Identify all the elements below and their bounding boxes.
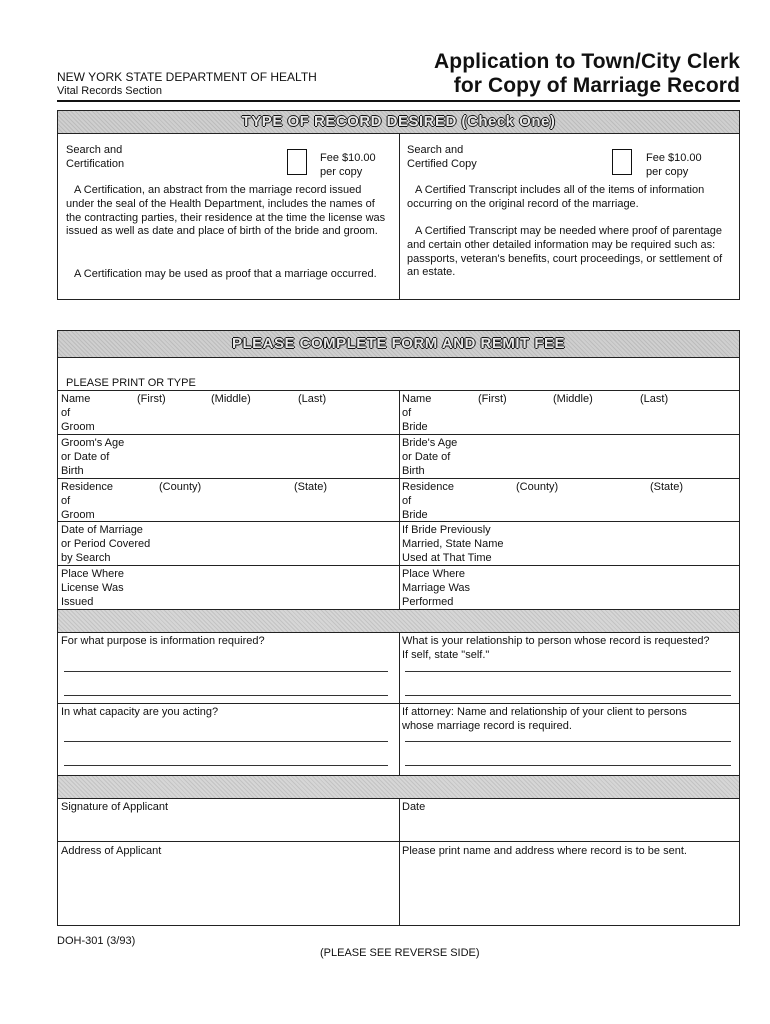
certification-proof-note: A Certification may be used as proof that a marriage occurred.: [74, 268, 377, 280]
groom-age-l3: Birth: [61, 465, 84, 477]
shaded-separator: [58, 609, 739, 633]
bride-county-label: (County): [516, 481, 559, 493]
certification-label: [66, 143, 124, 171]
attorney-l2: whose marriage record is required.: [402, 720, 572, 732]
relationship-l1: What is your relationship to person whose record is requested?: [402, 635, 710, 647]
form-title-line2: for Copy of Marriage Record: [453, 74, 740, 97]
capacity-label: In what capacity are you acting?: [61, 706, 219, 718]
bride-name-l3: Bride: [402, 421, 428, 433]
shaded-separator: [58, 775, 739, 799]
groom-res-l3: Groom: [61, 509, 95, 521]
groom-residence-label: [61, 480, 113, 522]
capacity-answer-line[interactable]: [64, 765, 388, 766]
form-grid-line: [58, 521, 739, 522]
license-place-label: [61, 567, 124, 609]
bride-previous-name-label: [402, 523, 503, 565]
attorney-l1: If attorney: Name and relationship of your client to persons: [402, 706, 687, 718]
groom-name-l3: Groom: [61, 421, 95, 433]
bride-state-label: (State): [650, 481, 684, 493]
certified-copy-fee: [646, 151, 702, 179]
certification-label-line1: Search and: [66, 144, 123, 156]
agency-block: [57, 70, 317, 98]
form-grid-line: [58, 565, 739, 566]
certified-copy-description: A Certified Transcript includes all of the items of information occurring on the original record of the marriage.: [407, 184, 705, 210]
certification-checkbox[interactable]: [287, 149, 307, 175]
certification-fee-amount: Fee $10.00: [320, 152, 376, 164]
relationship-answer-line[interactable]: [405, 695, 731, 696]
license-place-l3: Issued: [61, 596, 94, 608]
form-grid-line: [58, 703, 739, 704]
purpose-label: For what purpose is information required?: [61, 635, 265, 647]
form-center-divider: [399, 390, 400, 925]
bride-age-label: [402, 436, 457, 478]
certified-copy-label-line1: Search and: [407, 144, 464, 156]
form-title-line1: Application to Town/City Clerk: [434, 50, 740, 73]
certification-fee: [320, 151, 376, 179]
bride-res-l2: of: [402, 495, 412, 507]
bride-res-l3: Bride: [402, 509, 428, 521]
license-place-l2: License Was: [61, 582, 124, 594]
groom-age-label: [61, 436, 124, 478]
bride-prev-l2: Married, State Name: [402, 538, 504, 550]
groom-age-l2: or Date of: [61, 451, 110, 463]
attorney-answer-line[interactable]: [405, 741, 731, 742]
form-heading: PLEASE COMPLETE FORM AND REMIT FEE: [231, 335, 566, 352]
signature-label: Signature of Applicant: [61, 801, 169, 813]
groom-last-label: (Last): [298, 393, 327, 405]
marriage-place-l1: Place Where: [402, 568, 465, 580]
bride-prev-l1: If Bride Previously: [402, 524, 491, 536]
certified-copy-fee-unit: per copy: [646, 166, 689, 178]
marriage-place-l2: Marriage Was: [402, 582, 471, 594]
form-grid-line: [58, 478, 739, 479]
print-note: PLEASE PRINT OR TYPE: [66, 377, 196, 389]
bride-first-label: (First): [478, 393, 507, 405]
form-header: [58, 331, 739, 358]
groom-name-l2: of: [61, 407, 71, 419]
bride-name-label: [402, 392, 431, 434]
bride-age-l1: Bride's Age: [402, 437, 458, 449]
purpose-answer-line[interactable]: [64, 671, 388, 672]
bride-age-l3: Birth: [402, 465, 425, 477]
bride-prev-l3: Used at That Time: [402, 552, 492, 564]
groom-county-label: (County): [159, 481, 202, 493]
groom-age-l1: Groom's Age: [61, 437, 125, 449]
agency-name: NEW YORK STATE DEPARTMENT OF HEALTH: [57, 70, 317, 84]
capacity-answer-line[interactable]: [64, 741, 388, 742]
dom-l1: Date of Marriage: [61, 524, 143, 536]
record-type-header: [58, 111, 739, 134]
form-grid-line: [58, 434, 739, 435]
groom-name-l1: Name: [61, 393, 91, 405]
bride-middle-label: (Middle): [553, 393, 593, 405]
relationship-l2: If self, state "self.": [402, 649, 490, 661]
marriage-place-label: [402, 567, 470, 609]
purpose-answer-line[interactable]: [64, 695, 388, 696]
bride-age-l2: or Date of: [402, 451, 451, 463]
date-label: Date: [402, 801, 426, 813]
bride-name-l1: Name: [402, 393, 432, 405]
certification-label-line2: Certification: [66, 158, 125, 170]
certified-copy-proof-note: A Certified Transcript may be needed where proof of parentage and certain other detailed information may be required such as: passports, veteran's benefits, court proceedings, or settlement of an estate.: [407, 225, 723, 279]
reverse-side-note: (PLEASE SEE REVERSE SIDE): [320, 947, 480, 959]
bride-last-label: (Last): [640, 393, 669, 405]
bride-res-l1: Residence: [402, 481, 454, 493]
groom-res-l2: of: [61, 495, 71, 507]
certified-copy-label: [407, 143, 477, 171]
groom-res-l1: Residence: [61, 481, 113, 493]
groom-middle-label: (Middle): [211, 393, 251, 405]
send-to-label: Please print name and address where record is to be sent.: [402, 845, 687, 857]
date-of-marriage-label: [61, 523, 150, 565]
record-type-section: [57, 110, 740, 300]
license-place-l1: Place Where: [61, 568, 124, 580]
certified-copy-label-line2: Certified Copy: [407, 158, 477, 170]
form-title: [434, 50, 740, 98]
bride-residence-label: [402, 480, 454, 522]
attorney-answer-line[interactable]: [405, 765, 731, 766]
relationship-label: [402, 634, 710, 662]
applicant-address-label: Address of Applicant: [61, 845, 162, 857]
groom-first-label: (First): [137, 393, 166, 405]
form-number: DOH-301 (3/93): [57, 935, 136, 947]
certification-description: A Certification, an abstract from the marriage record issued under the seal of the Health Department, includes the names of the contracting parties, their residence at the time the license was issued as well as date and place of birth of the bride and groom.: [66, 184, 386, 238]
certification-fee-unit: per copy: [320, 166, 363, 178]
dom-l3: by Search: [61, 552, 111, 564]
record-type-heading: TYPE OF RECORD DESIRED (Check One): [241, 113, 556, 130]
agency-section: Vital Records Section: [57, 85, 162, 97]
marriage-place-l3: Performed: [402, 596, 454, 608]
groom-name-label: [61, 392, 95, 434]
certified-copy-checkbox[interactable]: [612, 149, 632, 175]
groom-state-label: (State): [294, 481, 328, 493]
certified-copy-fee-amount: Fee $10.00: [646, 152, 702, 164]
form-grid-line: [58, 841, 739, 842]
title-divider: [57, 100, 740, 102]
record-type-divider: [399, 133, 400, 299]
application-form-section: [57, 330, 740, 926]
attorney-label: [402, 705, 687, 733]
bride-name-l2: of: [402, 407, 412, 419]
dom-l2: or Period Covered: [61, 538, 151, 550]
relationship-answer-line[interactable]: [405, 671, 731, 672]
